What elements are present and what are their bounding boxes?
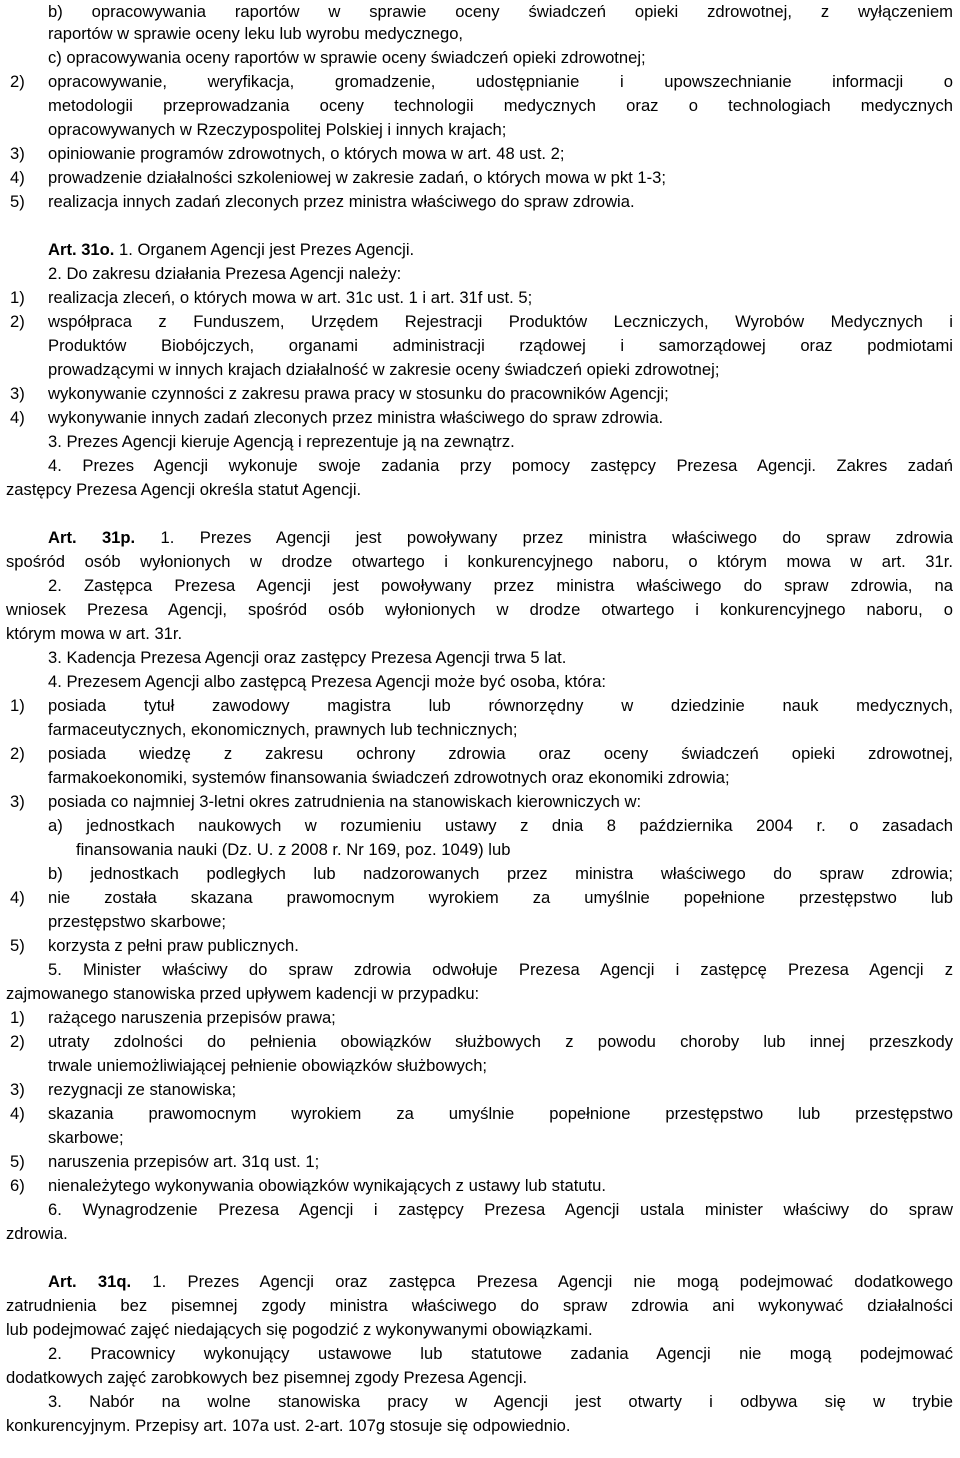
text-content: rezygnacji ze stanowiska; <box>48 1080 237 1099</box>
text-content: 2. Pracownicy wykonujący ustawowe lub statutowe zadania Agencji nie mogą podejmować <box>48 1344 953 1363</box>
list-number: 5) <box>10 936 25 955</box>
text-content: c) opracowywania oceny raportów w sprawie oceny świadczeń opieki zdrowotnej; <box>48 48 646 67</box>
list-number: 1) <box>10 288 25 307</box>
paragraph-text <box>48 790 953 814</box>
text-line <box>0 694 960 718</box>
paragraph-text <box>6 1366 953 1390</box>
text-content: 2. Do zakresu działania Prezesa Agencji należy: <box>48 264 402 283</box>
text-line <box>0 550 960 574</box>
text-line <box>0 382 960 406</box>
text-line <box>0 646 960 670</box>
text-content: konkurencyjnym. Przepisy art. 107a ust. 2-art. 107g stosuje się odpowiednio. <box>6 1416 571 1435</box>
text-line <box>0 910 960 934</box>
text-content: utraty zdolności do pełnienia obowiązków służbowych z powodu choroby lub innej przeszkody <box>48 1032 953 1051</box>
paragraph-text <box>48 94 953 118</box>
text-line <box>0 838 960 862</box>
text-content: zdrowia. <box>6 1224 68 1243</box>
paragraph-text <box>48 382 953 406</box>
paragraph-text <box>48 646 953 670</box>
paragraph-text <box>48 310 953 334</box>
paragraph-text <box>48 262 953 286</box>
text-line <box>0 1054 960 1078</box>
list-number: 2) <box>10 72 25 91</box>
text-line <box>0 1198 960 1222</box>
text-line <box>0 310 960 334</box>
list-number: 1) <box>10 696 25 715</box>
text-content: opracowywanie, weryfikacja, gromadzenie, udostępnianie i upowszechnianie informacji o <box>48 72 953 91</box>
text-line <box>0 718 960 742</box>
text-line <box>0 46 960 70</box>
text-line <box>0 1390 960 1414</box>
text-line <box>0 1222 960 1246</box>
paragraph-text <box>48 142 953 166</box>
paragraph-text <box>48 886 953 910</box>
text-line <box>0 142 960 166</box>
text-line <box>0 958 960 982</box>
text-line <box>0 598 960 622</box>
text-line <box>0 478 960 502</box>
text-content: 3. Nabór na wolne stanowiska pracy w Agencji jest otwarty i odbywa się w trybie <box>48 1392 953 1411</box>
text-line <box>0 166 960 190</box>
paragraph-text <box>48 1174 953 1198</box>
paragraph-text <box>48 454 953 478</box>
paragraph-text <box>48 334 953 358</box>
text-content: realizacja innych zadań zleconych przez ministra właściwego do spraw zdrowia. <box>48 192 635 211</box>
text-content: b) opracowywania raportów w sprawie oceny świadczeń opieki zdrowotnej, z wyłączeniem <box>48 2 953 21</box>
text-content: realizacja zleceń, o których mowa w art. 31c ust. 1 i art. 31f ust. 5; <box>48 288 533 307</box>
text-line <box>0 742 960 766</box>
text-content: 1. Prezes Agencji jest powoływany przez ministra właściwego do spraw zdrowia <box>135 528 953 547</box>
text-line <box>0 526 960 550</box>
text-line <box>0 886 960 910</box>
paragraph-text <box>76 838 953 862</box>
list-number: 4) <box>10 168 25 187</box>
paragraph-text <box>48 1054 953 1078</box>
paragraph-text <box>48 574 953 598</box>
text-content: finansowania nauki (Dz. U. z 2008 r. Nr 169, poz. 1049) lub <box>76 840 511 859</box>
paragraph-text <box>48 526 953 550</box>
paragraph-text <box>48 166 953 190</box>
text-content: nienależytego wykonywania obowiązków wynikających z ustawy lub statutu. <box>48 1176 607 1195</box>
text-content: trwale uniemożliwiającej pełnienie obowiązków służbowych; <box>48 1056 488 1075</box>
text-line <box>0 70 960 94</box>
text-line <box>0 94 960 118</box>
list-number: 4) <box>10 1104 25 1123</box>
paragraph-text <box>48 1198 953 1222</box>
text-content: raportów w sprawie oceny leku lub wyrobu medycznego, <box>48 24 464 43</box>
text-line <box>0 358 960 382</box>
paragraph-text <box>48 1030 953 1054</box>
text-line <box>0 934 960 958</box>
text-content: Produktów Biobójczych, organami administracji rządowej i samorządowej oraz podmiotami <box>48 336 953 355</box>
list-number: 5) <box>10 1152 25 1171</box>
article-heading: Art. 31p. <box>48 528 136 547</box>
paragraph-text <box>48 766 953 790</box>
text-content: dodatkowych zajęć zarobkowych bez pisemnej zgody Prezesa Agencji. <box>6 1368 528 1387</box>
text-content: korzysta z pełni praw publicznych. <box>48 936 299 955</box>
text-line <box>0 622 960 646</box>
text-content: opracowywanych w Rzeczypospolitej Polskiej i innych krajach; <box>48 120 507 139</box>
text-content: farmakoekonomiki, systemów finansowania świadczeń zdrowotnych oraz ekonomiki zdrowia; <box>48 768 730 787</box>
text-line <box>0 430 960 454</box>
text-content: 3. Kadencja Prezesa Agencji oraz zastępcy Prezesa Agencji trwa 5 lat. <box>48 648 567 667</box>
text-content: zastępcy Prezesa Agencji określa statut Agencji. <box>6 480 362 499</box>
text-content: 4. Prezes Agencji wykonuje swoje zadania przy pomocy zastępcy Prezesa Agencji. Zakres zadań <box>48 456 953 475</box>
paragraph-text <box>48 742 953 766</box>
text-content: 2. Zastępca Prezesa Agencji jest powoływany przez ministra właściwego do spraw zdrowia, na <box>48 576 953 595</box>
paragraph-text <box>6 1294 953 1318</box>
text-line <box>0 454 960 478</box>
paragraph-text <box>48 118 953 142</box>
text-line <box>0 1318 960 1342</box>
paragraph-text <box>48 190 953 214</box>
list-number: 5) <box>10 192 25 211</box>
paragraph-text <box>48 862 953 886</box>
text-content: naruszenia przepisów art. 31q ust. 1; <box>48 1152 320 1171</box>
list-number: 6) <box>10 1176 25 1195</box>
list-number: 2) <box>10 1032 25 1051</box>
paragraph-text <box>48 1270 953 1294</box>
text-content: 5. Minister właściwy do spraw zdrowia odwołuje Prezesa Agencji i zastępcę Prezesa Agencji z <box>48 960 953 979</box>
text-line <box>0 670 960 694</box>
text-content: metodologii przeprowadzania oceny technologii medycznych oraz o technologiach medycznych <box>48 96 953 115</box>
text-line <box>0 1102 960 1126</box>
paragraph-text <box>48 430 953 454</box>
paragraph-text <box>6 622 953 646</box>
paragraph-text <box>6 982 953 1006</box>
paragraph-text <box>48 1102 953 1126</box>
text-content: 3. Prezes Agencji kieruje Agencją i reprezentuje ją na zewnątrz. <box>48 432 515 451</box>
text-line <box>0 1006 960 1030</box>
text-content: wykonywanie innych zadań zleconych przez ministra właściwego do spraw zdrowia. <box>48 408 664 427</box>
text-line <box>0 1294 960 1318</box>
text-content: przestępstwo skarbowe; <box>48 912 227 931</box>
text-line <box>0 22 960 46</box>
paragraph-text <box>48 958 953 982</box>
text-line <box>0 766 960 790</box>
text-content: spośród osób wyłonionych w drodze otwartego i konkurencyjnego naboru, o którym mowa w art. 31r. <box>6 552 953 571</box>
list-number: 1) <box>10 1008 25 1027</box>
paragraph-text <box>48 814 953 838</box>
paragraph-text <box>6 478 953 502</box>
list-number: 3) <box>10 144 25 163</box>
list-number: 4) <box>10 408 25 427</box>
text-line <box>0 1126 960 1150</box>
text-content: a) jednostkach naukowych w rozumieniu ustawy z dnia 8 października 2004 r. o zasadach <box>48 816 953 835</box>
paragraph-text <box>48 910 953 934</box>
paragraph-text <box>48 238 953 262</box>
text-content: skazania prawomocnym wyrokiem za umyślnie popełnione przestępstwo lub przestępstwo <box>48 1104 953 1123</box>
text-content: opiniowanie programów zdrowotnych, o których mowa w art. 48 ust. 2; <box>48 144 565 163</box>
text-content: rażącego naruszenia przepisów prawa; <box>48 1008 336 1027</box>
text-content: farmaceutycznych, ekonomicznych, prawnych lub technicznych; <box>48 720 518 739</box>
paragraph-text <box>48 358 953 382</box>
text-content: 1. Organem Agencji jest Prezes Agencji. <box>114 240 415 259</box>
list-number: 3) <box>10 792 25 811</box>
text-line <box>0 334 960 358</box>
text-line <box>0 814 960 838</box>
paragraph-text <box>48 1078 953 1102</box>
text-content: 6. Wynagrodzenie Prezesa Agencji i zastępcy Prezesa Agencji ustala minister właściwy do spraw <box>48 1200 953 1219</box>
paragraph-text <box>48 70 953 94</box>
paragraph-text <box>48 286 953 310</box>
paragraph-text <box>48 1150 953 1174</box>
text-content: wniosek Prezesa Agencji, spośród osób wyłonionych w drodze otwartego i konkurencyjnego naboru, o <box>6 600 953 619</box>
paragraph-text <box>48 934 953 958</box>
text-content: którym mowa w art. 31r. <box>6 624 183 643</box>
text-content: współpraca z Funduszem, Urzędem Rejestracji Produktów Leczniczych, Wyrobów Medycznych i <box>48 312 953 331</box>
text-line <box>0 574 960 598</box>
text-line <box>0 1030 960 1054</box>
paragraph-text <box>48 22 953 46</box>
text-line <box>0 790 960 814</box>
text-content: wykonywanie czynności z zakresu prawa pracy w stosunku do pracowników Agencji; <box>48 384 669 403</box>
paragraph-text <box>6 550 953 574</box>
text-line <box>0 262 960 286</box>
text-content: posiada wiedzę z zakresu ochrony zdrowia oraz oceny świadczeń opieki zdrowotnej, <box>48 744 953 763</box>
text-line <box>0 1174 960 1198</box>
text-line <box>0 982 960 1006</box>
list-number: 2) <box>10 312 25 331</box>
paragraph-text <box>48 0 953 24</box>
text-content: prowadzenie działalności szkoleniowej w zakresie zadań, o których mowa w pkt 1-3; <box>48 168 666 187</box>
text-line <box>0 1150 960 1174</box>
text-line <box>0 118 960 142</box>
text-line <box>0 1342 960 1366</box>
text-line <box>0 1270 960 1294</box>
paragraph-text <box>48 406 953 430</box>
paragraph-text <box>48 1126 953 1150</box>
text-content: prowadzącymi w innych krajach działalność w zakresie oceny świadczeń opieki zdrowotnej; <box>48 360 720 379</box>
paragraph-text <box>48 1006 953 1030</box>
text-line <box>0 1414 960 1438</box>
text-content: posiada co najmniej 3-letni okres zatrudnienia na stanowiskach kierowniczych w: <box>48 792 642 811</box>
text-content: zajmowanego stanowiska przed upływem kadencji w przypadku: <box>6 984 480 1003</box>
paragraph-text <box>6 1318 953 1342</box>
text-line <box>0 1366 960 1390</box>
paragraph-text <box>6 1414 953 1438</box>
article-heading: Art. 31q. <box>48 1272 132 1291</box>
paragraph-text <box>48 1390 953 1414</box>
text-content: 1. Prezes Agencji oraz zastępca Prezesa Agencji nie mogą podejmować dodatkowego <box>131 1272 953 1291</box>
paragraph-text <box>6 598 953 622</box>
list-number: 3) <box>10 1080 25 1099</box>
list-number: 2) <box>10 744 25 763</box>
text-line <box>0 0 960 24</box>
text-content: b) jednostkach podległych lub nadzorowanych przez ministra właściwego do spraw zdrowia; <box>48 864 953 883</box>
paragraph-text <box>48 670 953 694</box>
paragraph-text <box>48 694 953 718</box>
text-content: skarbowe; <box>48 1128 124 1147</box>
article-heading: Art. 31o. <box>48 240 115 259</box>
text-line <box>0 238 960 262</box>
text-content: zatrudnienia bez pisemnej zgody ministra właściwego do spraw zdrowia ani wykonywać działalności <box>6 1296 953 1315</box>
text-content: posiada tytuł zawodowy magistra lub równorzędny w dziedzinie nauk medycznych, <box>48 696 953 715</box>
text-content: lub podejmować zajęć niedających się pogodzić z wykonywanymi obowiązkami. <box>6 1320 593 1339</box>
paragraph-text <box>48 718 953 742</box>
text-line <box>0 862 960 886</box>
paragraph-text <box>48 46 953 70</box>
text-line <box>0 286 960 310</box>
text-content: nie została skazana prawomocnym wyrokiem za umyślnie popełnione przestępstwo lub <box>48 888 953 907</box>
paragraph-text <box>6 1222 953 1246</box>
list-number: 4) <box>10 888 25 907</box>
text-line <box>0 1078 960 1102</box>
text-line <box>0 190 960 214</box>
list-number: 3) <box>10 384 25 403</box>
text-line <box>0 406 960 430</box>
text-content: 4. Prezesem Agencji albo zastępcą Prezesa Agencji może być osoba, która: <box>48 672 607 691</box>
paragraph-text <box>48 1342 953 1366</box>
